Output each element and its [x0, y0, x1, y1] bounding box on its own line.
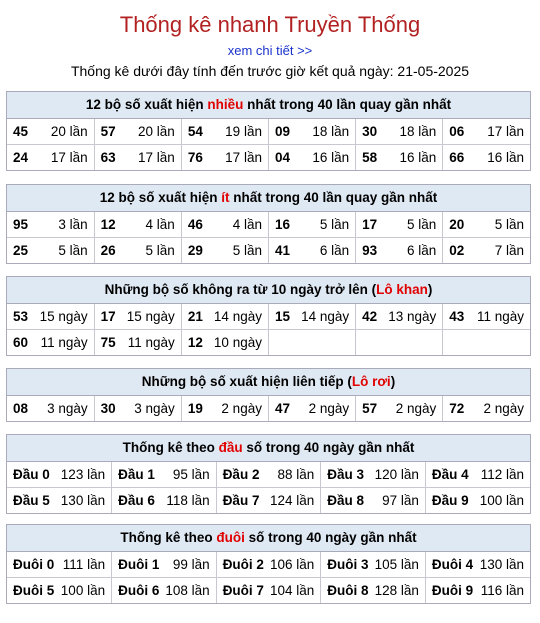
stat-cell	[268, 145, 355, 171]
view-details-link[interactable]: xem chi tiết >>	[227, 43, 313, 58]
lottery-number: 29	[187, 243, 203, 258]
stat-cell	[356, 212, 443, 238]
digit-label: Đuôi 0	[13, 557, 55, 572]
table-row	[7, 488, 530, 514]
count-value: 19 lần	[225, 124, 262, 139]
table-row	[7, 212, 530, 238]
section-title: Những bộ số xuất hiện liên tiếp (Lô rơi)	[7, 369, 530, 396]
stat-cell	[425, 462, 530, 488]
digit-label: Đầu 3	[327, 467, 365, 482]
lottery-number: 02	[449, 243, 465, 258]
count-value: 17 lần	[50, 150, 88, 165]
stat-cell	[443, 330, 530, 356]
lottery-number: 17	[362, 217, 378, 232]
stat-cell	[268, 238, 355, 264]
stat-cell	[216, 552, 321, 578]
stat-cell	[443, 145, 530, 171]
count-value: 3 ngày	[47, 401, 88, 416]
stat-cell	[443, 396, 530, 421]
lottery-number: 43	[449, 309, 465, 324]
stats-table	[7, 212, 530, 263]
digit-label: Đuôi 7	[222, 583, 264, 598]
stat-cell	[181, 145, 268, 171]
stat-cell	[7, 396, 94, 421]
section-title: Những bộ số không ra từ 10 ngày trở lên (Lô khan)	[7, 277, 530, 304]
stat-cell	[112, 488, 217, 514]
count-value: 6 lần	[407, 243, 437, 258]
count-value: 7 lần	[494, 243, 524, 258]
count-value: 106 lần	[269, 557, 315, 572]
lottery-number: 57	[362, 401, 378, 416]
lottery-number: 47	[274, 401, 290, 416]
stat-cell	[356, 330, 443, 356]
stat-cell	[181, 119, 268, 145]
stat-cell	[268, 212, 355, 238]
stat-cell	[425, 578, 530, 604]
section-title: Thống kê theo đuôi số trong 40 ngày gần nhất	[7, 525, 530, 552]
stat-cell	[181, 304, 268, 330]
count-value: 20 lần	[50, 124, 88, 139]
digit-label: Đầu 1	[118, 467, 155, 482]
lottery-number: 53	[13, 309, 29, 324]
count-value: 100 lần	[479, 493, 524, 508]
lottery-number: 04	[274, 150, 290, 165]
stat-cell	[181, 330, 268, 356]
count-value: 11 ngày	[476, 309, 524, 324]
table-row	[7, 330, 530, 356]
count-value: 105 lần	[374, 557, 419, 572]
lottery-number: 60	[13, 335, 29, 350]
as-of-date-text: Thống kê dưới đây tính đến trước giờ kết quả ngày: 21-05-2025	[70, 63, 470, 79]
stat-cell	[181, 238, 268, 264]
stat-cell	[443, 238, 530, 264]
stat-cell	[443, 304, 530, 330]
count-value: 17 lần	[487, 124, 524, 139]
table-row	[7, 119, 530, 145]
stat-cell	[94, 238, 181, 264]
lottery-number: 19	[187, 401, 203, 416]
stats-table	[7, 552, 530, 603]
digit-label: Đầu 4	[431, 467, 469, 482]
count-value: 123 lần	[60, 467, 106, 482]
count-value: 5 lần	[232, 243, 262, 258]
lottery-number: 76	[187, 150, 203, 165]
stat-cell	[268, 396, 355, 421]
stat-cell	[7, 145, 94, 171]
section-title: Thống kê theo đầu số trong 40 ngày gần nhất	[7, 435, 530, 462]
lottery-number: 46	[187, 217, 203, 232]
count-value: 99 lần	[172, 557, 210, 572]
lottery-number: 75	[100, 335, 116, 350]
digit-label: Đuôi 6	[118, 583, 160, 598]
stat-cell	[268, 330, 355, 356]
stat-cell	[94, 119, 181, 145]
count-value: 2 ngày	[221, 401, 262, 416]
table-row	[7, 304, 530, 330]
digit-label: Đầu 6	[118, 493, 155, 508]
lottery-number: 93	[362, 243, 378, 258]
stat-cell	[7, 119, 94, 145]
count-value: 2 ngày	[483, 401, 524, 416]
stat-cell	[7, 238, 94, 264]
stat-cell	[216, 462, 321, 488]
table-row	[7, 462, 530, 488]
least-frequent-section	[6, 184, 531, 264]
stat-cell	[425, 488, 530, 514]
count-value: 11 ngày	[40, 335, 88, 350]
lottery-number: 12	[187, 335, 203, 350]
stat-cell	[321, 578, 426, 604]
digit-label: Đuôi 3	[327, 557, 369, 572]
count-value: 112 lần	[480, 467, 524, 482]
count-value: 2 ngày	[395, 401, 437, 416]
page-title: Thống kê nhanh Truyền Thống	[119, 12, 421, 37]
lottery-number: 08	[13, 401, 29, 416]
digit-label: Đuôi 1	[118, 557, 160, 572]
stat-cell	[94, 145, 181, 171]
digit-label: Đuôi 4	[431, 557, 474, 572]
count-value: 130 lần	[60, 493, 106, 508]
stat-cell	[181, 396, 268, 421]
count-value: 14 ngày	[301, 309, 350, 324]
lottery-number: 25	[13, 243, 29, 258]
table-row	[7, 552, 530, 578]
digit-label: Đầu 5	[13, 493, 50, 508]
lottery-number: 15	[274, 309, 290, 324]
count-value: 3 lần	[58, 217, 88, 232]
count-value: 5 lần	[145, 243, 175, 258]
table-row	[7, 145, 530, 171]
count-value: 18 lần	[312, 124, 350, 139]
lottery-number: 12	[100, 217, 116, 232]
count-value: 16 lần	[312, 150, 350, 165]
count-value: 88 lần	[277, 467, 315, 482]
stats-table	[7, 119, 530, 170]
lottery-number: 30	[362, 124, 378, 139]
most-frequent-section	[6, 91, 531, 171]
stat-cell	[112, 462, 217, 488]
count-value: 4 lần	[145, 217, 175, 232]
count-value: 100 lần	[60, 583, 106, 598]
stat-cell	[321, 488, 426, 514]
count-value: 116 lần	[480, 583, 524, 598]
count-value: 15 ngày	[126, 309, 175, 324]
count-value: 95 lần	[172, 467, 210, 482]
page-header	[0, 12, 540, 80]
count-value: 16 lần	[399, 150, 437, 165]
lottery-number: 58	[362, 150, 378, 165]
count-value: 17 lần	[138, 150, 175, 165]
stats-table	[7, 396, 530, 421]
count-value: 118 lần	[166, 493, 210, 508]
stat-cell	[112, 552, 217, 578]
stats-table	[7, 304, 530, 355]
lottery-number: 45	[13, 124, 29, 139]
count-value: 124 lần	[269, 493, 315, 508]
count-value: 14 ngày	[213, 309, 262, 324]
lottery-number: 24	[13, 150, 29, 165]
count-value: 5 lần	[494, 217, 524, 232]
stat-cell	[94, 330, 181, 356]
stat-cell	[321, 462, 426, 488]
digit-label: Đầu 9	[431, 493, 469, 508]
lo-khan-section	[6, 276, 531, 356]
tail-digit-section	[6, 524, 531, 604]
count-value: 120 lần	[374, 467, 419, 482]
stat-cell	[7, 330, 94, 356]
stat-cell	[268, 304, 355, 330]
lottery-number: 42	[362, 309, 378, 324]
stat-cell	[7, 552, 112, 578]
stat-cell	[7, 212, 94, 238]
lottery-number: 57	[100, 124, 116, 139]
stat-cell	[7, 304, 94, 330]
lo-roi-section	[6, 368, 531, 422]
stat-cell	[181, 212, 268, 238]
lottery-number: 06	[449, 124, 465, 139]
stat-cell	[443, 119, 530, 145]
stat-cell	[7, 462, 112, 488]
digit-label: Đầu 2	[222, 467, 260, 482]
count-value: 20 lần	[138, 124, 175, 139]
count-value: 5 lần	[407, 217, 437, 232]
count-value: 104 lần	[269, 583, 315, 598]
count-value: 111 lần	[62, 557, 106, 572]
table-row	[7, 396, 530, 421]
lottery-number: 66	[449, 150, 465, 165]
stat-cell	[7, 488, 112, 514]
stat-cell	[94, 304, 181, 330]
lottery-number: 21	[187, 309, 203, 324]
stat-cell	[268, 119, 355, 145]
count-value: 16 lần	[487, 150, 524, 165]
stat-cell	[94, 396, 181, 421]
count-value: 128 lần	[374, 583, 419, 598]
stat-cell	[94, 212, 181, 238]
count-value: 2 ngày	[308, 401, 350, 416]
stat-cell	[216, 578, 321, 604]
count-value: 3 ngày	[134, 401, 175, 416]
count-value: 15 ngày	[39, 309, 88, 324]
digit-label: Đuôi 8	[327, 583, 369, 598]
lottery-number: 54	[187, 124, 203, 139]
digit-label: Đầu 8	[327, 493, 365, 508]
lottery-number: 20	[449, 217, 465, 232]
lottery-number: 41	[274, 243, 290, 258]
count-value: 18 lần	[399, 124, 437, 139]
count-value: 17 lần	[225, 150, 262, 165]
stat-cell	[356, 238, 443, 264]
stat-cell	[216, 488, 321, 514]
stat-cell	[356, 145, 443, 171]
stat-cell	[356, 304, 443, 330]
lottery-number: 17	[100, 309, 116, 324]
table-row	[7, 578, 530, 604]
stat-cell	[356, 119, 443, 145]
stat-cell	[321, 552, 426, 578]
lottery-number: 16	[274, 217, 290, 232]
digit-label: Đuôi 5	[13, 583, 55, 598]
digit-label: Đầu 0	[13, 467, 50, 482]
lottery-number: 30	[100, 401, 116, 416]
section-title: 12 bộ số xuất hiện nhiều nhất trong 40 lần quay gần nhất	[7, 92, 530, 119]
lottery-number: 72	[449, 401, 465, 416]
count-value: 13 ngày	[388, 309, 437, 324]
digit-label: Đuôi 2	[222, 557, 264, 572]
section-title: 12 bộ số xuất hiện ít nhất trong 40 lần quay gần nhất	[7, 185, 530, 212]
count-value: 10 ngày	[213, 335, 262, 350]
stat-cell	[425, 552, 530, 578]
head-digit-section	[6, 434, 531, 514]
digit-label: Đầu 7	[222, 493, 260, 508]
count-value: 130 lần	[479, 557, 524, 572]
lottery-number: 63	[100, 150, 116, 165]
count-value: 108 lần	[165, 583, 210, 598]
count-value: 5 lần	[58, 243, 88, 258]
lottery-number: 95	[13, 217, 29, 232]
count-value: 6 lần	[319, 243, 350, 258]
stat-cell	[356, 396, 443, 421]
stat-cell	[7, 578, 112, 604]
stat-cell	[443, 212, 530, 238]
count-value: 11 ngày	[127, 335, 175, 350]
digit-label: Đuôi 9	[431, 583, 474, 598]
stats-table	[7, 462, 530, 513]
count-value: 4 lần	[232, 217, 262, 232]
count-value: 5 lần	[319, 217, 350, 232]
count-value: 97 lần	[382, 493, 419, 508]
table-row	[7, 238, 530, 264]
lottery-number: 09	[274, 124, 290, 139]
lottery-number: 26	[100, 243, 116, 258]
stat-cell	[112, 578, 217, 604]
